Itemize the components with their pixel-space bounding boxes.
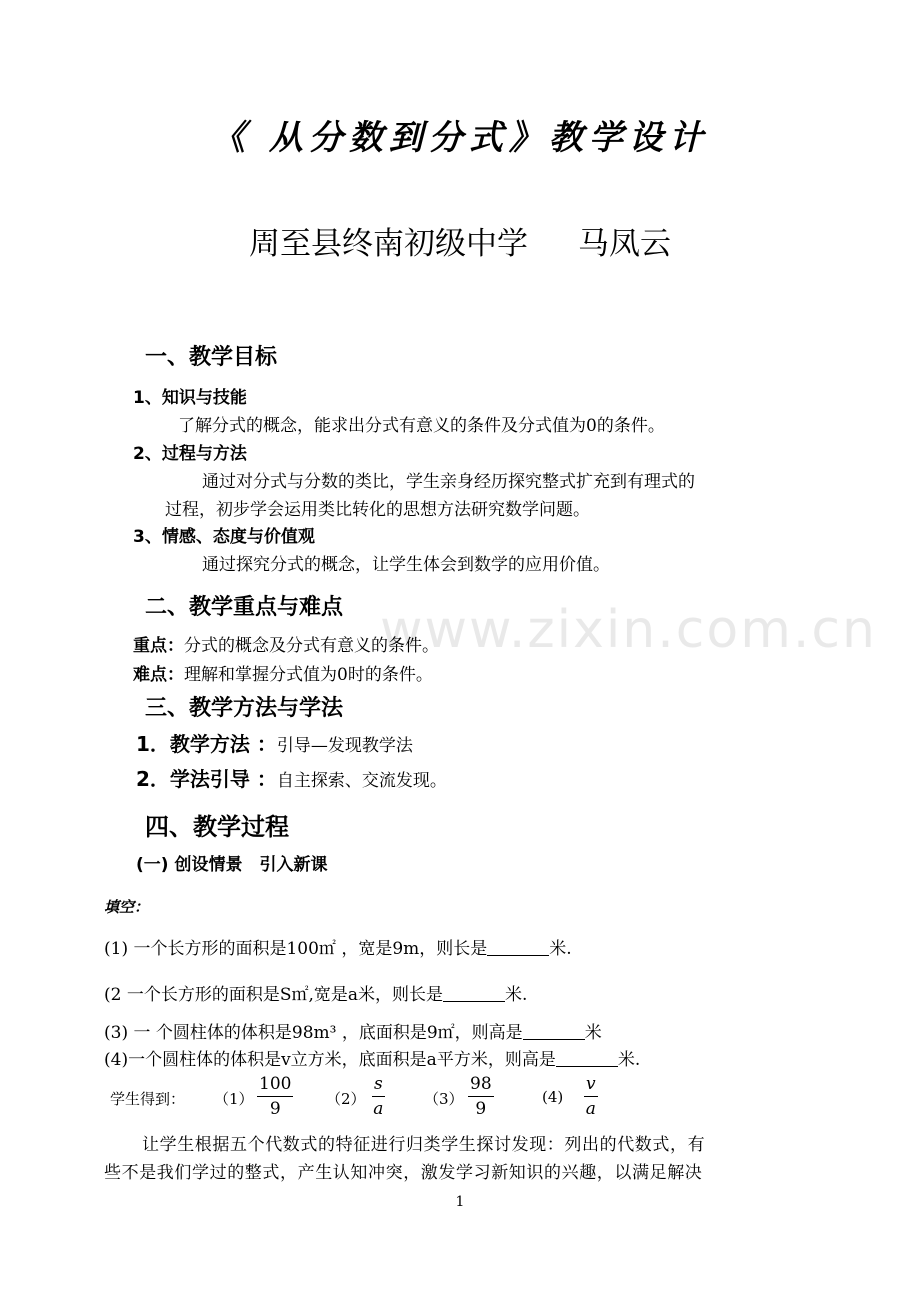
- question-2-end: 米.: [505, 985, 528, 1005]
- objective-3-text: 通过探究分式的概念，让学生体会到数学的应用价值。: [202, 555, 610, 575]
- question-4-end: 米.: [617, 1050, 641, 1070]
- section-heading-keypoints: 二、教学重点与难点: [145, 595, 344, 620]
- page-number: 1: [455, 1194, 465, 1210]
- answer-blank: [523, 1025, 585, 1040]
- result-4-denominator: a: [585, 1099, 596, 1119]
- key-point: [133, 631, 439, 656]
- watermark: www.zixin.com.cn: [380, 600, 877, 660]
- objective-3-label: 3、情感、态度与价值观: [133, 527, 315, 547]
- result-3-numerator: 98: [468, 1074, 494, 1097]
- subsection-heading: (一) 创设情景 引入新课: [136, 855, 328, 875]
- paragraph-line-2: 些不是我们学过的整式，产生认知冲突，激发学习新知识的兴趣，以满足解决: [104, 1163, 703, 1183]
- key-point-label: 重点：: [133, 636, 184, 656]
- result-2-fraction: [372, 1074, 385, 1119]
- difficulty-label: 难点：: [133, 665, 184, 685]
- result-3-fraction: [468, 1074, 494, 1119]
- question-3-text: (3) 一 个圆柱体的体积是98m³ ，底面积是9㎡，则高是: [104, 1023, 523, 1043]
- objective-2-text-line1: 通过对分式与分数的类比，学生亲身经历探究整式扩充到有理式的: [202, 472, 695, 492]
- key-point-text: 分式的概念及分式有意义的条件。: [184, 636, 439, 656]
- result-1-denominator: 9: [269, 1099, 281, 1119]
- result-2-denominator: a: [373, 1099, 384, 1119]
- objective-2-label: 2、过程与方法: [133, 444, 247, 464]
- section-heading-methods: 三、教学方法与学法: [145, 696, 344, 721]
- result-4-fraction: [584, 1074, 598, 1119]
- question-1: [104, 934, 572, 959]
- question-3-end: 米: [584, 1023, 602, 1043]
- method-item-2-text: 自主探索、交流发现。: [276, 771, 447, 791]
- objective-2-text-line2: 过程，初步学会运用类比转化的思想方法研究数学问题。: [165, 500, 590, 520]
- author-school: 周至县终南初级中学: [249, 226, 528, 262]
- result-4-numerator: v: [584, 1074, 598, 1097]
- author-name: 马凤云: [578, 226, 671, 262]
- method-item-1-label: 1．教学方法 ：: [136, 732, 277, 756]
- method-item-1-text: 引导—发现教学法: [276, 736, 413, 756]
- question-2: [104, 980, 527, 1005]
- answer-blank: [443, 987, 505, 1002]
- question-1-end: 米.: [549, 939, 572, 959]
- question-4-text: (4)一个圆柱体的体积是v立方米，底面积是a平方米，则高是: [104, 1050, 556, 1070]
- method-item-2-label: 2．学法引导 ：: [136, 767, 277, 791]
- method-item-2: [136, 763, 447, 792]
- method-item-1: [136, 728, 413, 757]
- section-heading-process: 四、教学过程: [145, 813, 289, 841]
- difficulty-text: 理解和掌握分式值为0时的条件。: [184, 665, 433, 685]
- question-2-text: (2 一个长方形的面积是S㎡,宽是a米，则长是: [104, 985, 444, 1005]
- fill-blank-label: 填空：: [104, 898, 150, 916]
- objective-1-text: 了解分式的概念，能求出分式有意义的条件及分式值为0的条件。: [178, 416, 665, 436]
- result-2-label: （2）: [326, 1090, 366, 1108]
- result-1-label: （1）: [214, 1090, 254, 1108]
- result-3-denominator: 9: [475, 1099, 487, 1119]
- result-2-numerator: s: [372, 1074, 385, 1097]
- difficulty-point: [133, 660, 433, 685]
- question-3: [104, 1018, 602, 1043]
- question-4: [104, 1045, 640, 1070]
- author-line: [0, 218, 920, 263]
- result-3-label: （3）: [424, 1090, 464, 1108]
- answer-blank: [556, 1052, 618, 1067]
- section-heading-objectives: 一、教学目标: [145, 345, 278, 370]
- result-4-label: (4): [542, 1088, 564, 1106]
- result-1-numerator: 100: [257, 1074, 293, 1097]
- result-1-fraction: [257, 1074, 293, 1119]
- document-title: 《 从分数到分式》教学设计: [211, 118, 709, 158]
- objective-1-label: 1、知识与技能: [133, 388, 247, 408]
- answer-blank: [487, 941, 549, 956]
- results-label: 学生得到：: [110, 1090, 186, 1108]
- paragraph-line-1: 让学生根据五个代数式的特征进行归类学生探讨发现：列出的代数式，有: [142, 1135, 706, 1155]
- question-1-text: (1) 一个长方形的面积是100㎡ ，宽是9m，则长是: [104, 939, 488, 959]
